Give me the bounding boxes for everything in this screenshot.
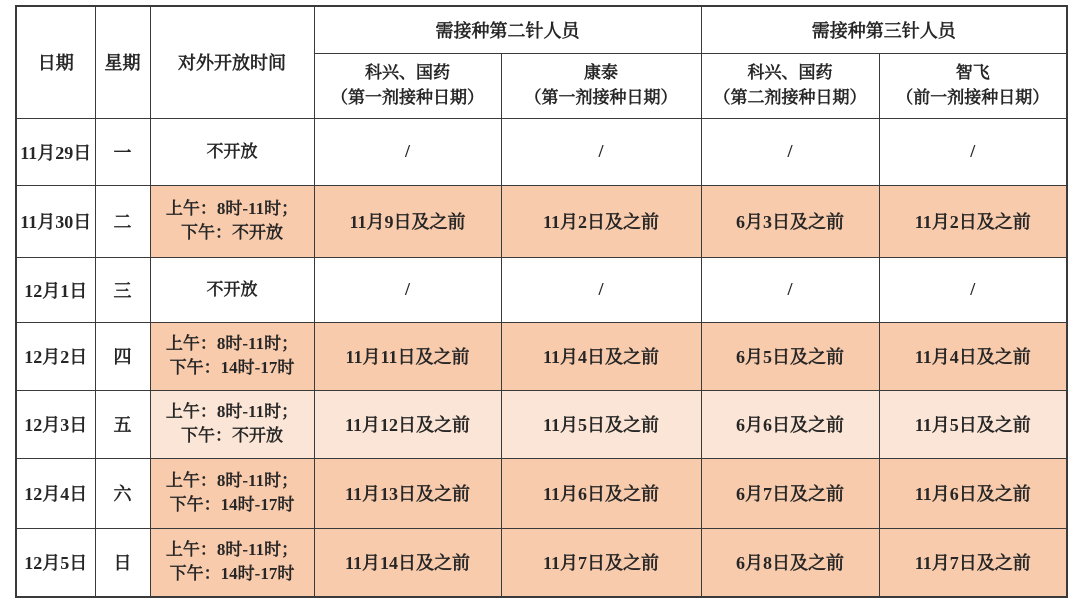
open-time-cell <box>150 390 314 458</box>
dose3-sinovac-sinopharm-cell: 6月8日及之前 <box>701 528 879 597</box>
dose3-sinovac-sinopharm-cell: 6月3日及之前 <box>701 185 879 257</box>
subheader-line-vaccine: 科兴、国药 <box>365 62 450 82</box>
subheader-line-vaccine: 科兴、国药 <box>747 62 833 82</box>
date-cell: 12月1日 <box>16 257 95 322</box>
dose2-sinovac-sinopharm-cell: 11月12日及之前 <box>314 390 501 458</box>
open-time-line2: 下午：不开放 <box>181 426 283 445</box>
subheader-line-vaccine: 康泰 <box>584 62 618 82</box>
open-time-line1: 上午：8时-11时； <box>165 402 299 422</box>
date-cell: 12月2日 <box>16 322 95 390</box>
dose3-zhifei-cell: 11月2日及之前 <box>879 185 1067 257</box>
dose2-sinovac-sinopharm-cell: 11月14日及之前 <box>314 528 501 597</box>
open-time-line1: 上午：8时-11时； <box>165 334 299 354</box>
table-row <box>16 322 1067 390</box>
subheader-line-vaccine: 智飞 <box>955 62 990 82</box>
weekday-cell: 日 <box>95 528 150 597</box>
header-open-time: 对外开放时间 <box>150 6 314 118</box>
weekday-cell: 六 <box>95 458 150 528</box>
dose3-zhifei-cell: 11月6日及之前 <box>879 458 1067 528</box>
date-cell: 12月4日 <box>16 458 95 528</box>
dose2-kangtai-cell: / <box>501 257 701 322</box>
dose3-zhifei-cell: / <box>879 118 1067 185</box>
header-weekday: 星期 <box>95 6 150 118</box>
table-row <box>16 528 1067 597</box>
date-cell: 12月3日 <box>16 390 95 458</box>
dose3-zhifei-cell: / <box>879 257 1067 322</box>
dose3-sinovac-sinopharm-cell: 6月7日及之前 <box>701 458 879 528</box>
open-time-line1: 上午：8时-11时； <box>165 471 299 491</box>
weekday-cell: 一 <box>95 118 150 185</box>
subheader-line-note: （第一剂接种日期） <box>331 87 484 107</box>
dose3-sinovac-sinopharm-cell: 6月5日及之前 <box>701 322 879 390</box>
open-time-line1: 上午：8时-11时； <box>165 540 299 560</box>
date-cell: 12月5日 <box>16 528 95 597</box>
subheader-line-note: （第二剂接种日期） <box>713 87 867 107</box>
open-time-line1: 不开放 <box>206 141 258 161</box>
open-time-line1: 上午：8时-11时； <box>165 199 299 219</box>
header-group-second-dose: 需接种第二针人员 <box>314 6 701 53</box>
dose2-kangtai-cell: 11月4日及之前 <box>501 322 701 390</box>
header-row-groups <box>16 6 1067 53</box>
subheader-dose3-zhifei <box>879 53 1067 118</box>
open-time-cell <box>150 118 314 185</box>
weekday-cell: 三 <box>95 257 150 322</box>
dose2-kangtai-cell: 11月7日及之前 <box>501 528 701 597</box>
date-cell: 11月29日 <box>16 118 95 185</box>
dose3-zhifei-cell: 11月4日及之前 <box>879 322 1067 390</box>
open-time-cell <box>150 322 314 390</box>
dose3-zhifei-cell: 11月7日及之前 <box>879 528 1067 597</box>
open-time-cell <box>150 185 314 257</box>
subheader-line-note: （第一剂接种日期） <box>524 87 678 107</box>
table-row <box>16 390 1067 458</box>
table-row <box>16 185 1067 257</box>
open-time-cell <box>150 458 314 528</box>
table-row <box>16 118 1067 185</box>
dose2-sinovac-sinopharm-cell: / <box>314 257 501 322</box>
dose2-kangtai-cell: 11月6日及之前 <box>501 458 701 528</box>
weekday-cell: 四 <box>95 322 150 390</box>
subheader-dose2-kangtai <box>501 53 701 118</box>
dose2-sinovac-sinopharm-cell: 11月13日及之前 <box>314 458 501 528</box>
dose2-kangtai-cell: 11月5日及之前 <box>501 390 701 458</box>
open-time-line2: 下午：不开放 <box>181 223 283 242</box>
table-row <box>16 458 1067 528</box>
dose3-sinovac-sinopharm-cell: / <box>701 257 879 322</box>
dose3-sinovac-sinopharm-cell: / <box>701 118 879 185</box>
weekday-cell: 五 <box>95 390 150 458</box>
dose2-sinovac-sinopharm-cell: 11月9日及之前 <box>314 185 501 257</box>
open-time-cell <box>150 528 314 597</box>
vaccination-schedule-table <box>15 5 1068 598</box>
open-time-line2: 下午：14时-17时 <box>169 358 295 377</box>
date-cell: 11月30日 <box>16 185 95 257</box>
dose2-kangtai-cell: 11月2日及之前 <box>501 185 701 257</box>
header-group-third-dose: 需接种第三针人员 <box>701 6 1067 53</box>
dose2-kangtai-cell: / <box>501 118 701 185</box>
open-time-line2: 下午：14时-17时 <box>169 564 295 584</box>
header-date: 日期 <box>16 6 95 118</box>
open-time-cell <box>150 257 314 322</box>
open-time-line2: 下午：14时-17时 <box>169 495 295 514</box>
dose3-zhifei-cell: 11月5日及之前 <box>879 390 1067 458</box>
dose2-sinovac-sinopharm-cell: / <box>314 118 501 185</box>
subheader-line-note: （前一剂接种日期） <box>896 87 1050 107</box>
dose3-sinovac-sinopharm-cell: 6月6日及之前 <box>701 390 879 458</box>
dose2-sinovac-sinopharm-cell: 11月11日及之前 <box>314 322 501 390</box>
weekday-cell: 二 <box>95 185 150 257</box>
subheader-dose3-sinovac-sinopharm <box>701 53 879 118</box>
subheader-dose2-sinovac-sinopharm <box>314 53 501 118</box>
table-row <box>16 257 1067 322</box>
open-time-line1: 不开放 <box>206 279 258 299</box>
